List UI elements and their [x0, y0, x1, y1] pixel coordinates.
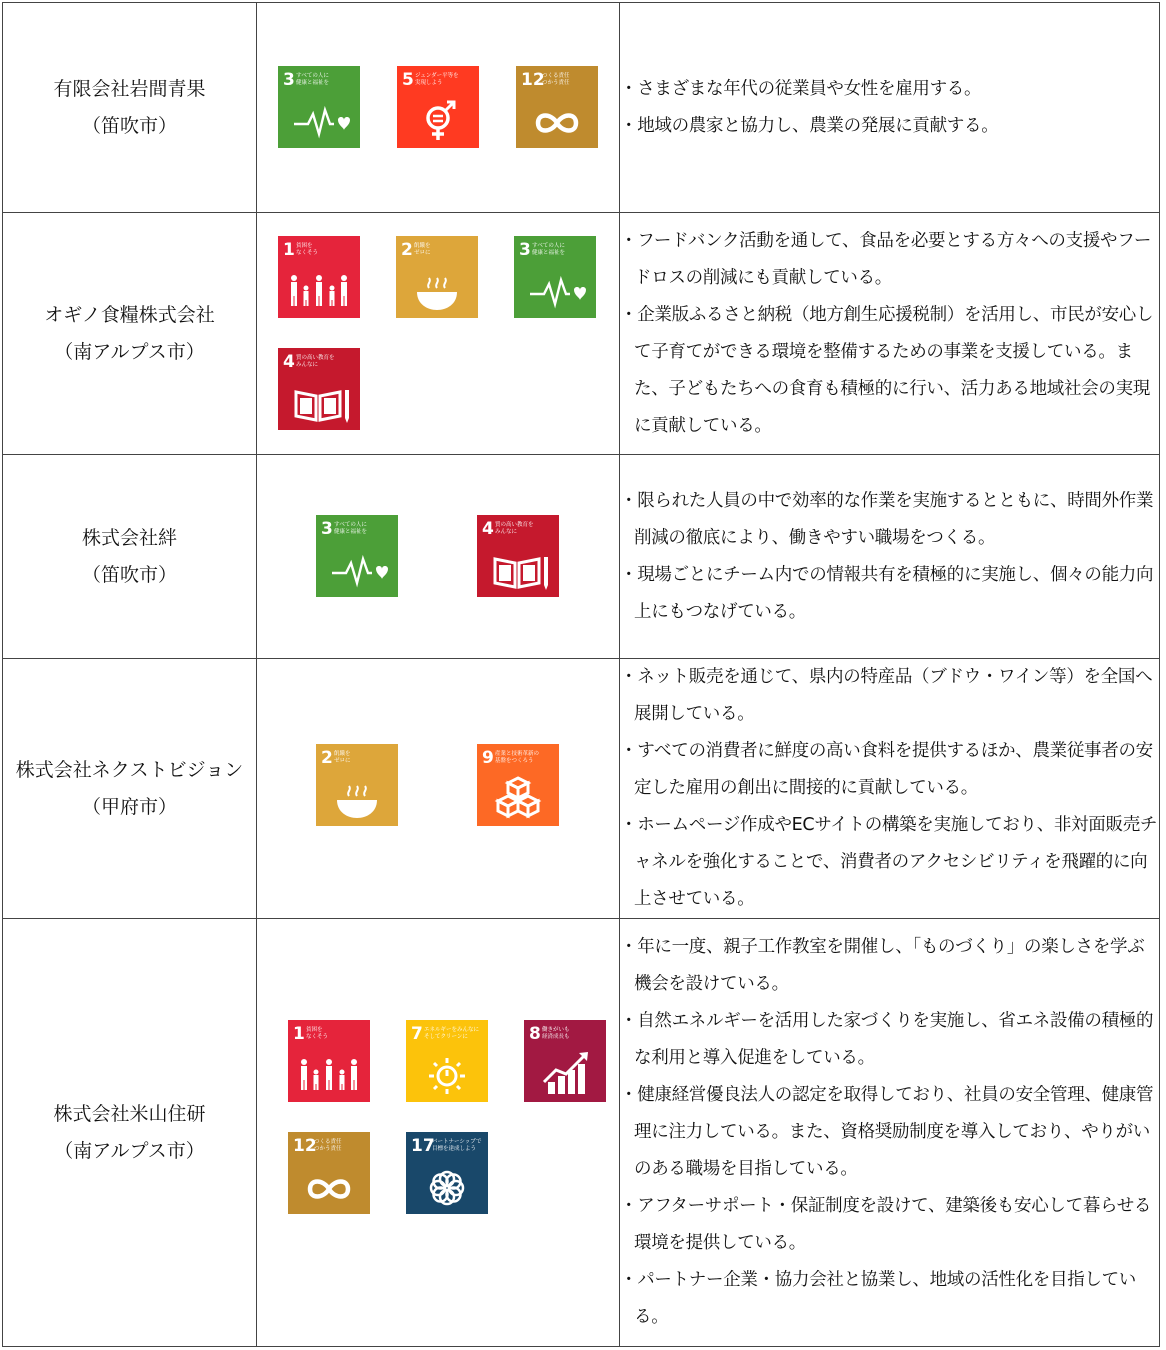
sdg-icons-cell [257, 455, 620, 659]
sdg-goal-4-tile [278, 348, 360, 430]
description-bullet: ・ホームページ作成やECサイトの構築を実施しており、非対面販売チャネルを強化することで、消費者のアクセシビリティを飛躍的に向上させている。 [620, 815, 1158, 909]
svg-text:9: 9 [481, 747, 494, 768]
svg-text:みんなに: みんなに [494, 528, 517, 535]
description-bullet: ・すべての消費者に鮮度の高い食料を提供するほか、農業従事者の安定した雇用の創出に間接的に貢献している。 [620, 741, 1153, 798]
table-row [3, 659, 1160, 919]
svg-text:質の高い教育を: 質の高い教育を [494, 521, 534, 528]
svg-text:健康と福祉を: 健康と福祉を [532, 249, 566, 256]
sdg-goal-1-tile [288, 1020, 370, 1102]
svg-text:そしてクリーンに: そしてクリーンに [424, 1034, 468, 1040]
company-cell [3, 455, 257, 659]
svg-text:つかう責任: つかう責任 [314, 1146, 342, 1152]
table-row [3, 919, 1160, 1347]
description-cell [620, 213, 1160, 455]
svg-text:なくそう: なくそう [296, 249, 319, 256]
sdg-goal-9-tile [477, 744, 559, 826]
svg-text:働きがいも: 働きがいも [542, 1027, 570, 1033]
company-city: （笛吹市） [81, 563, 177, 586]
svg-text:4: 4 [481, 518, 494, 539]
company-name: 有限会社岩間青果 [53, 77, 206, 100]
company-city: （甲府市） [81, 795, 177, 818]
description-bullet: ・パートナー企業・協力会社と協業し、地域の活性化を目指している。 [620, 1270, 1136, 1327]
svg-text:実現しよう: 実現しよう [415, 79, 443, 86]
company-city: （南アルプス市） [54, 1139, 205, 1162]
svg-text:経済成長も: 経済成長も [542, 1034, 570, 1040]
svg-text:すべての人に: すべての人に [296, 72, 329, 79]
sdg-goal-3-tile [514, 236, 596, 318]
svg-text:飢餓を: 飢餓を [414, 242, 431, 249]
svg-text:なくそう: なくそう [306, 1034, 329, 1040]
sdg-icons-cell [257, 3, 620, 213]
svg-text:つくる責任: つくる責任 [542, 72, 570, 79]
svg-text:すべての人に: すべての人に [333, 521, 367, 528]
description-bullet: ・フードバンク活動を通して、食品を必要とする方々への支援やフードロスの削減にも貢献している。 [620, 230, 1152, 288]
sdg-goal-3-tile [316, 515, 398, 597]
company-cell [3, 213, 257, 455]
sdg-goal-8-tile [524, 1020, 606, 1102]
svg-text:貧困を: 貧困を [306, 1027, 323, 1033]
svg-text:みんなに: みんなに [296, 361, 319, 368]
svg-text:基盤をつくろう: 基盤をつくろう [494, 757, 534, 764]
company-name: 株式会社ネクストビジョン [15, 758, 244, 781]
sdg-goal-12-tile [516, 66, 598, 148]
description-bullet: ・現場ごとにチーム内での情報共有を積極的に実施し、個々の能力向上にもつなげている。 [620, 564, 1154, 622]
svg-text:パートナーシップで: パートナーシップで [432, 1139, 482, 1145]
description-cell [620, 919, 1160, 1347]
sdg-icons-cell [257, 919, 620, 1347]
company-city: （南アルプス市） [54, 340, 205, 363]
description-bullet: ・限られた人員の中で効率的な作業を実施するとともに、時間外作業削減の徹底により、働きやすい職場をつくる。 [620, 490, 1154, 548]
sdg-icons-cell [257, 213, 620, 455]
svg-text:健康と福祉を: 健康と福祉を [296, 79, 330, 86]
description-bullet: ・ネット販売を通じて、県内の特産品（ブドウ・ワイン等）を全国へ展開している。 [620, 667, 1153, 724]
sdg-goal-4-tile [477, 515, 559, 597]
svg-text:つかう責任: つかう責任 [542, 79, 570, 86]
description-bullet: ・企業版ふるさと納税（地方創生応援税制）を活用し、市民が安心して子育てができる環境を整備するための事業を支援している。また、子どもたちへの食育も積極的に行い、活力ある地域社会の実現に貢献している。 [620, 304, 1154, 436]
svg-text:1: 1 [293, 1024, 305, 1044]
svg-text:5: 5 [402, 69, 414, 90]
svg-text:1: 1 [283, 239, 295, 260]
svg-text:2: 2 [401, 239, 413, 260]
svg-text:質の高い教育を: 質の高い教育を [296, 354, 335, 361]
company-name: 株式会社米山住研 [53, 1102, 206, 1125]
svg-text:ゼロに: ゼロに [333, 757, 351, 764]
sdg-goal-2-tile [396, 236, 478, 318]
svg-text:産業と技術革新の: 産業と技術革新の [494, 750, 539, 757]
company-city: （笛吹市） [81, 114, 177, 137]
table-row [3, 3, 1160, 213]
company-cell [3, 919, 257, 1347]
svg-text:目標を達成しよう: 目標を達成しよう [432, 1146, 477, 1152]
company-cell [3, 659, 257, 919]
description-bullet: ・アフターサポート・保証制度を設けて、建築後も安心して暮らせる環境を提供している。 [620, 1196, 1152, 1253]
sdg-goal-1-tile [278, 236, 360, 318]
svg-text:エネルギーをみんなに: エネルギーをみんなに [424, 1027, 480, 1033]
description-cell [620, 3, 1160, 213]
svg-text:17: 17 [411, 1136, 435, 1156]
description-bullet: ・地域の農家と協力し、農業の発展に貢献する。 [620, 115, 999, 136]
table-row [3, 455, 1160, 659]
description-bullet: ・さまざまな年代の従業員や女性を雇用する。 [620, 78, 982, 99]
svg-text:すべての人に: すべての人に [532, 242, 565, 249]
description-bullet: ・健康経営優良法人の認定を取得しており、社員の安全管理、健康管理に注力している。また、資格奨励制度を導入しており、やりがいのある職場を目指している。 [620, 1085, 1154, 1179]
sdg-goal-12-tile [288, 1132, 370, 1214]
description-cell [620, 659, 1160, 919]
sdg-goal-5-tile [397, 66, 479, 148]
sdg-goal-2-tile [316, 744, 398, 826]
sdg-company-table [2, 2, 1160, 1347]
svg-text:飢餓を: 飢餓を [333, 750, 351, 757]
sdg-icons-cell [257, 659, 620, 919]
svg-text:4: 4 [283, 351, 295, 372]
description-bullet: ・自然エネルギーを活用した家づくりを実施し、省エネ設備の積極的な利用と導入促進をしている。 [620, 1011, 1154, 1068]
description-cell [620, 455, 1160, 659]
svg-text:ジェンダー平等を: ジェンダー平等を [415, 72, 459, 79]
svg-text:12: 12 [293, 1136, 317, 1156]
description-bullet: ・年に一度、親子工作教室を開催し、「ものづくり」の楽しさを学ぶ機会を設けている。 [620, 937, 1145, 994]
svg-text:3: 3 [320, 518, 333, 539]
company-cell [3, 3, 257, 213]
svg-text:健康と福祉を: 健康と福祉を [333, 528, 367, 535]
svg-text:2: 2 [320, 747, 333, 768]
svg-text:3: 3 [519, 239, 531, 260]
svg-text:つくる責任: つくる責任 [314, 1139, 342, 1145]
svg-text:貧困を: 貧困を [296, 242, 313, 249]
sdg-goal-17-tile [406, 1132, 488, 1214]
table-row [3, 213, 1160, 455]
svg-text:12: 12 [521, 69, 545, 90]
company-name: 株式会社絆 [81, 526, 177, 549]
svg-text:3: 3 [283, 69, 295, 90]
svg-text:7: 7 [411, 1024, 423, 1044]
svg-text:ゼロに: ゼロに [414, 249, 431, 256]
svg-text:8: 8 [529, 1024, 541, 1044]
sdg-goal-7-tile [406, 1020, 488, 1102]
sdg-goal-3-tile [278, 66, 360, 148]
company-name: オギノ食糧株式会社 [44, 303, 215, 326]
